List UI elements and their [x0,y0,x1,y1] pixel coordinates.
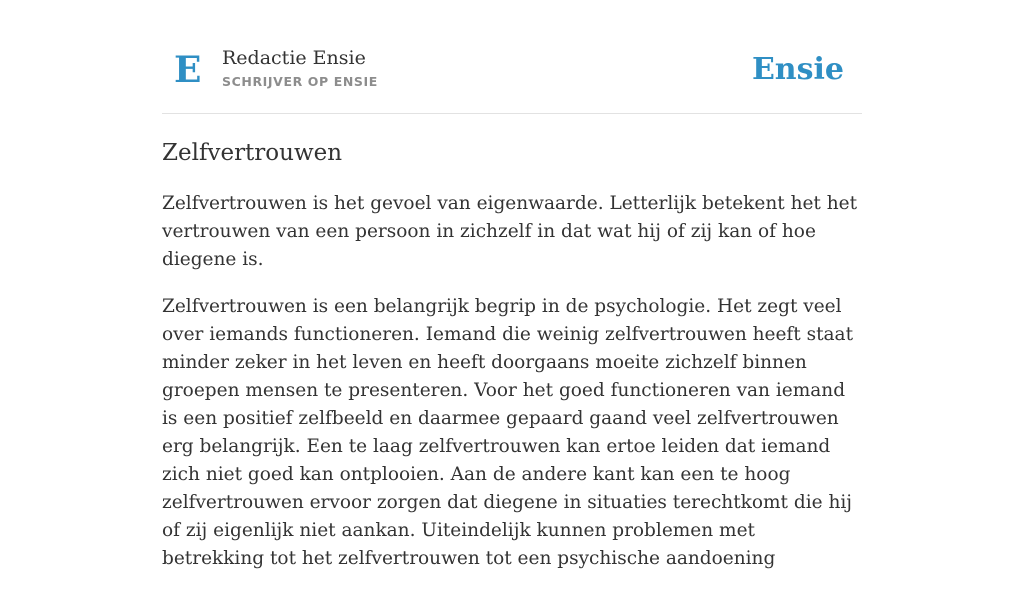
author-avatar[interactable]: E [174,49,202,91]
author-role: SCHRIJVER OP ENSIE [222,74,378,89]
brand-logo[interactable]: Ensie [751,52,844,87]
article-header [162,36,862,114]
article-body [162,136,862,592]
author-name[interactable]: Redactie Ensie [222,47,366,69]
article-title: Zelfvertrouwen [162,140,343,166]
article-paragraph: Zelfvertrouwen is een belangrijk begrip in de psychologie. Het zegt veel over iemands functioneren. Iemand die weinig zelfvertrouwen heeft staat minder zeker in het leven en heeft doorgaans moeite zichzelf binnen groepen mensen te presenteren. Voor het goed functioneren van iemand is een positief zelfbeeld en daarmee gepaard gaand veel zelfvertrouwen erg belangrijk. Een te laag zelfvertrouwen kan ertoe leiden dat iemand zich niet goed kan ontplooien. Aan de andere kant kan een te hoog zelfvertrouwen ervoor zorgen dat diegene in situaties terechtkomt die hij of zij eigenlijk niet aankan. Uiteindelijk kunnen problemen met betrekking tot het zelfvertrouwen tot een psychische aandoening [162,296,854,569]
article-paragraph: Zelfvertrouwen is het gevoel van eigenwaarde. Letterlijk betekent het het vertrouwen van een persoon in zichzelf in dat wat hij of zij kan of hoe diegene is. [162,193,858,270]
